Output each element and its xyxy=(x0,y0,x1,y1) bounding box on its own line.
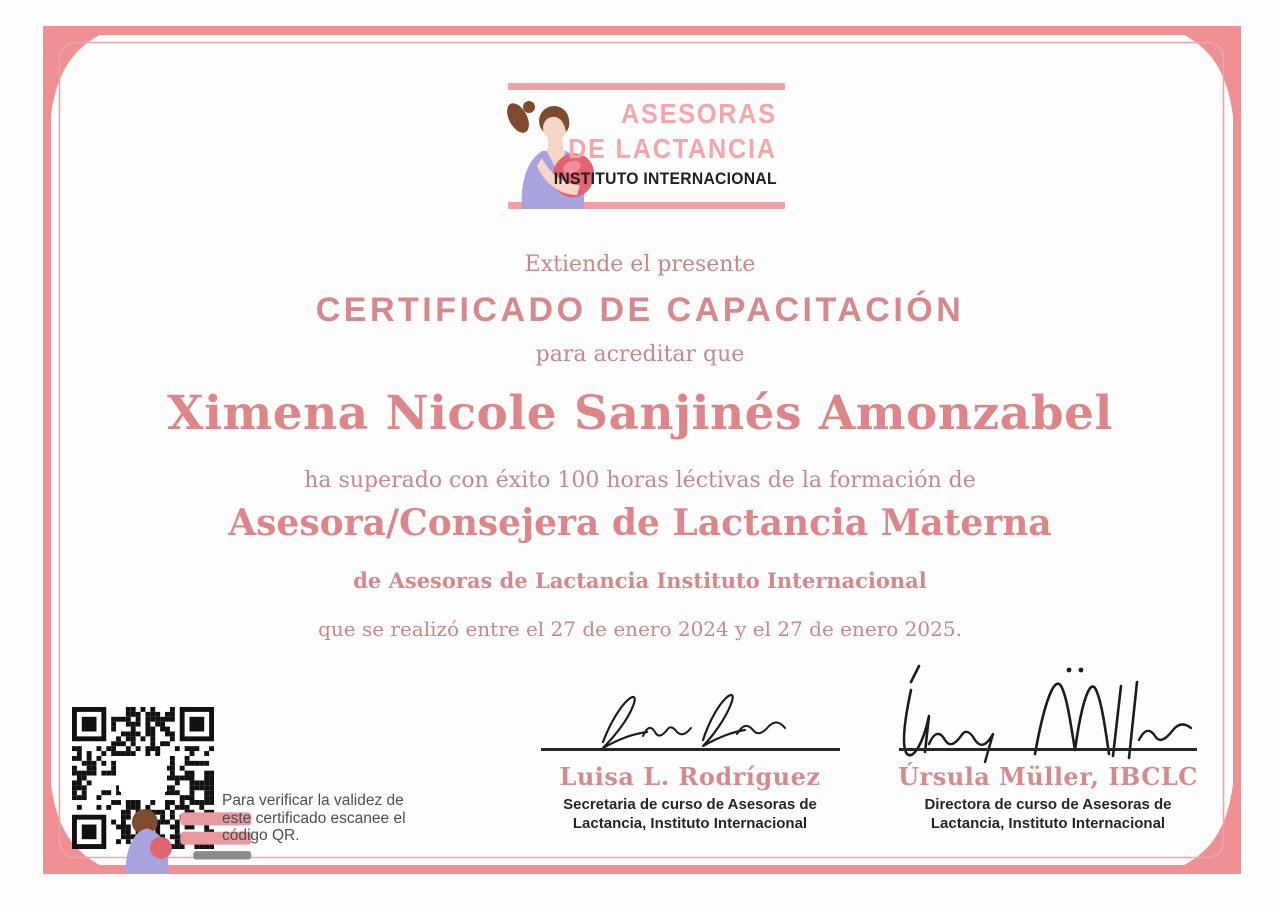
signatory-role-left-line2: Lactancia, Instituto Internacional xyxy=(572,815,808,832)
corner-wedge-top-right xyxy=(1164,26,1241,116)
border-left-line xyxy=(43,26,51,874)
logo-text xyxy=(542,96,777,190)
qr-note-line2: este certificado escanee el xyxy=(222,809,406,827)
signatory-role-right xyxy=(898,795,1198,833)
border-top-line xyxy=(43,26,1241,35)
qr-verification-note xyxy=(222,792,422,845)
qr-center-logo-icon xyxy=(119,764,167,792)
signatory-name-right: Úrsula Müller, IBCLC xyxy=(898,762,1198,791)
logo-title-line2: DE LACTANCIA xyxy=(568,133,777,164)
qr-note-line3: código QR. xyxy=(222,827,300,844)
signatory-role-right-line2: Lactancia, Instituto Internacional xyxy=(930,815,1166,832)
signatory-role-left-line1: Secretaria de curso de Asesoras de xyxy=(563,796,817,813)
issuer-line: de Asesoras de Lactancia Instituto Internacional xyxy=(353,568,927,593)
accredit-line: para acreditar que xyxy=(535,342,745,367)
achievement-line: ha superado con éxito 100 horas léctivas de la formación de xyxy=(304,468,976,493)
dates-line: que se realizó entre el 27 de enero 2024 y el 27 de enero 2025. xyxy=(318,617,962,641)
logo-subtitle: INSTITUTO INTERNACIONAL xyxy=(553,170,777,188)
corner-wedge-top-left xyxy=(43,26,120,116)
signature-script-luisa-icon xyxy=(575,682,805,754)
qr-code xyxy=(72,707,214,849)
recipient-name: Ximena Nicole Sanjinés Amonzabel xyxy=(167,386,1113,441)
certificate-title: CERTIFICADO DE CAPACITACIÓN xyxy=(315,291,965,329)
signatory-role-right-line1: Directora de curso de Asesoras de xyxy=(924,796,1172,813)
qr-note-line1: Para verificar la validez de xyxy=(222,792,404,809)
intro-line: Extiende el presente xyxy=(524,252,756,277)
signature-line-left xyxy=(541,748,840,751)
signatory-name-left: Luisa L. Rodríguez xyxy=(559,762,821,791)
signature-line-right xyxy=(899,748,1197,751)
signatory-role-left xyxy=(540,795,840,833)
logo-title-line1: ASESORAS xyxy=(621,98,777,129)
border-right-line xyxy=(1233,26,1241,874)
course-name: Asesora/Consejera de Lactancia Materna xyxy=(228,502,1052,544)
